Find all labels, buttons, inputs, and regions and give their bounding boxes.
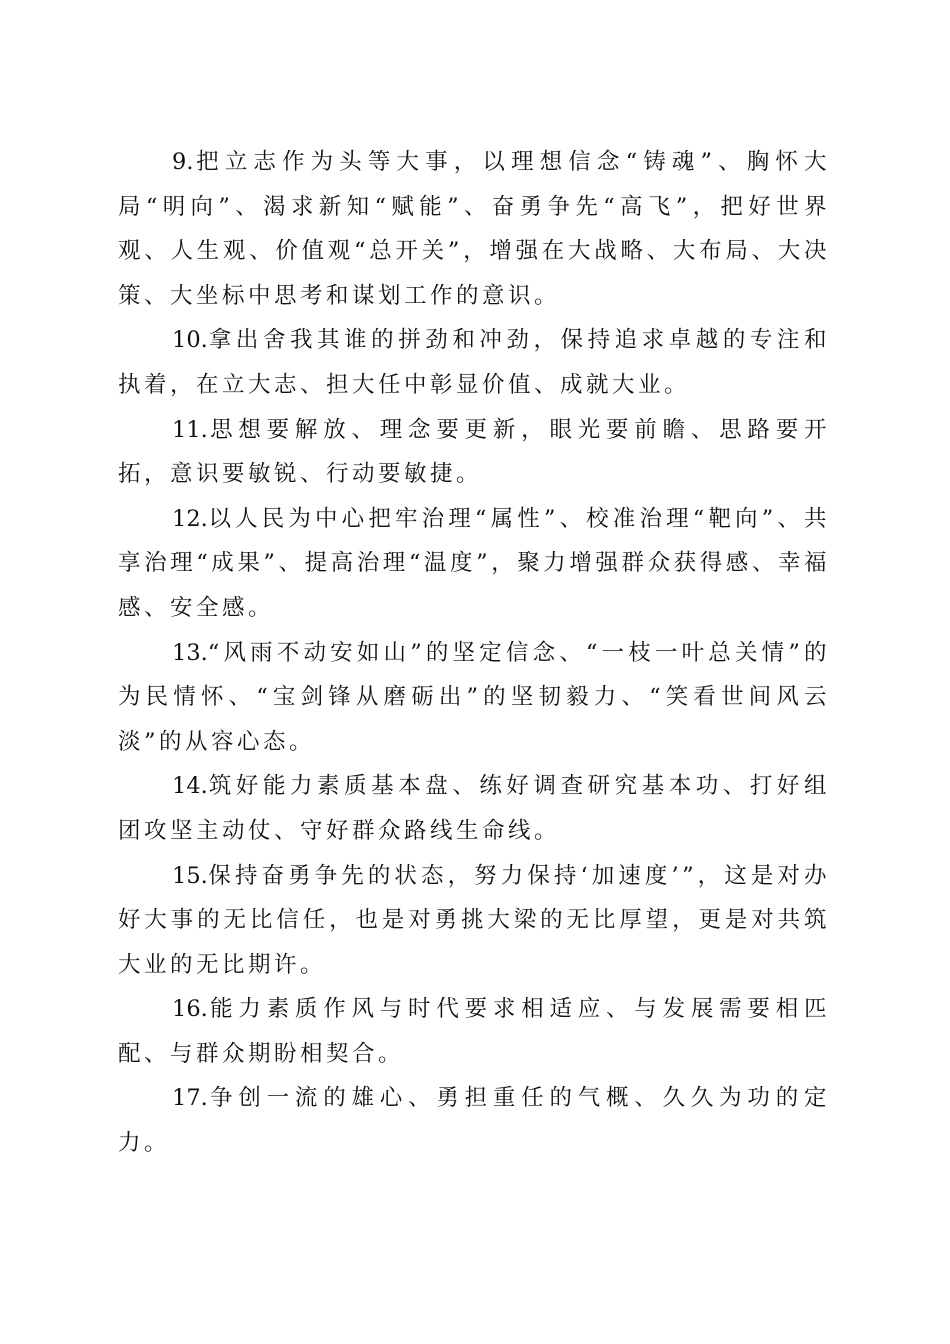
paragraph-text: “风雨不动安如山”的坚定信念、“一枝一叶总关情”的为民情怀、“宝剑锋从磨砺出”的坚韧毅力、“笑看世间风云淡”的从容心态。	[118, 639, 830, 755]
paragraph-text: 争创一流的雄心、勇担重任的气概、久久为功的定力。	[118, 1085, 830, 1157]
paragraph-11	[118, 408, 830, 497]
paragraph-number: 13.	[172, 639, 208, 666]
paragraph-number: 14.	[172, 773, 208, 800]
paragraph-number: 16.	[172, 996, 208, 1023]
paragraph-text: 筑好能力素质基本盘、练好调查研究基本功、打好组团攻坚主动仗、守好群众路线生命线。	[118, 773, 830, 844]
paragraph-text: 能力素质作风与时代要求相适应、与发展需要相匹配、与群众期盼相契合。	[118, 996, 830, 1067]
paragraph-10	[118, 318, 830, 407]
paragraph-16	[118, 987, 830, 1076]
paragraph-17	[118, 1076, 830, 1165]
paragraph-14	[118, 764, 830, 853]
paragraph-text: 把立志作为头等大事，以理想信念“铸魂”、胸怀大局“明向”、渴求新知“赋能”、奋勇争先“高飞”，把好世界观、人生观、价值观“总开关”，增强在大战略、大布局、大决策、大坐标中思考和谋划工作的意识。	[118, 149, 830, 309]
paragraph-text: 保持奋勇争先的状态，努力保持‘加速度’”，这是对办好大事的无比信任，也是对勇挑大梁的无比厚望，更是对共筑大业的无比期许。	[118, 862, 830, 978]
paragraph-number: 9.	[172, 149, 194, 175]
paragraph-number: 17.	[172, 1085, 208, 1112]
paragraph-13	[118, 631, 830, 765]
paragraph-number: 10.	[172, 327, 208, 354]
paragraph-9	[118, 140, 830, 318]
paragraph-number: 15.	[172, 862, 208, 889]
paragraph-text: 以人民为中心把牢治理“属性”、校准治理“靶向”、共享治理“成果”、提高治理“温度”，聚力增强群众获得感、幸福感、安全感。	[118, 505, 830, 621]
paragraph-15	[118, 854, 830, 988]
document-body	[118, 140, 830, 1166]
paragraph-text: 思想要解放、理念要更新，眼光要前瞻、思路要开拓，意识要敏锐、行动要敏捷。	[118, 416, 830, 488]
paragraph-12	[118, 497, 830, 631]
paragraph-number: 11.	[172, 416, 208, 443]
paragraph-text: 拿出舍我其谁的拼劲和冲劲，保持追求卓越的专注和执着，在立大志、担大任中彰显价值、成就大业。	[118, 327, 830, 398]
paragraph-number: 12.	[172, 505, 208, 532]
